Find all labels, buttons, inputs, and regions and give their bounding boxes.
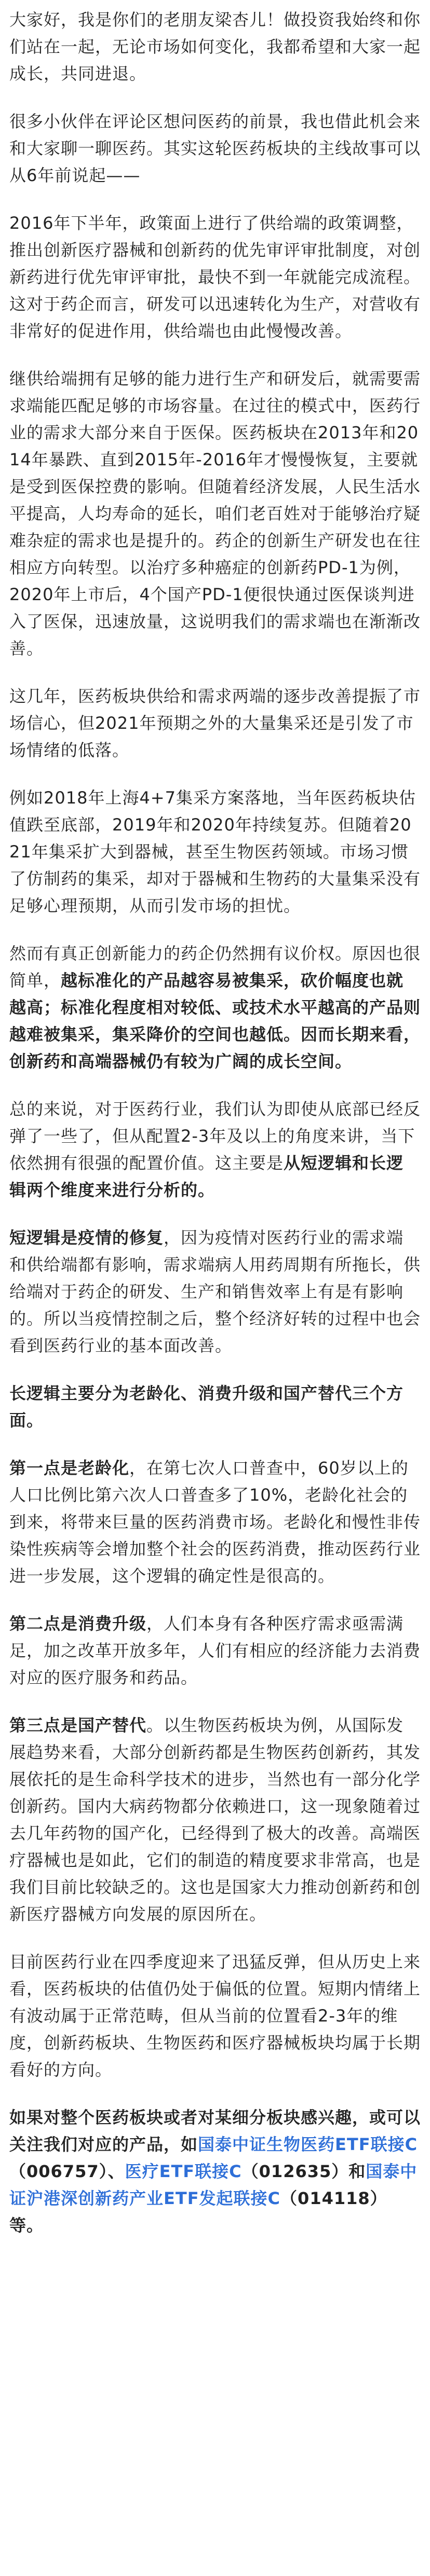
text-run: 大家好，我是你们的老朋友梁杏儿！做投资我始终和你们站在一起，无论市场如何变化，我都希望和大家一起成长，共同进退。 xyxy=(9,10,421,84)
paragraph-gap xyxy=(9,1203,421,1224)
fund-link-innovative-drug-etf[interactable]: 国泰中证沪港深创新药产业ETF发起联接C xyxy=(9,2162,418,2208)
paragraph-gap xyxy=(9,662,421,683)
paragraph-gap xyxy=(9,1075,421,1096)
paragraph-gap xyxy=(9,1928,421,1948)
text-run: 例如2018年上海4+7集采方案落地，当年医药板块估值跌至底部，2019年和2020年持续复苏。但随着2021年集采扩大到器械，甚至生物医药领域。市场习惯了仿制药的集采，却对于器械和生物药的大量集采没有足够心理预期，从而引发市场的担忧。 xyxy=(9,788,421,916)
text-run: 总的来说，对于医药行业，我们认为即使从底部已经反弹了一些了，但从配置2-3年及以上的角度来讲，当下依然拥有很强的配置价值。这主要是 xyxy=(9,1099,421,1173)
bold-run: 如果对整个医药板块或者对某细分板块感兴趣，或可以关注我们对应的产品，如 xyxy=(9,2108,421,2154)
paragraph-gap xyxy=(9,2083,421,2104)
text-run: ，因为疫情对医药行业的需求端和供给端都有影响，需求端病人用药周期有所拖长，供给端对于药企的研发、生产和销售效率上有是有影响的。所以当疫情控制之后，整个经济好转的过程中也会看到医药行业的基本面改善。 xyxy=(9,1228,421,1355)
text-run: 目前医药行业在四季度迎来了迅猛反弹，但从历史上来看，医药板块的估值仍处于偏低的位置。短期内情绪上有波动属于正常范畴，但从当前的位置看2-3年的维度，创新药板块、生物医药和医疗器械板块均属于长期看好的方向。 xyxy=(9,1952,421,2080)
text-run: 然而有真正创新能力的药企仍然拥有议价权。原因也很简单， xyxy=(9,944,421,990)
paragraph-gap xyxy=(9,189,421,210)
paragraph-procurement xyxy=(9,784,421,919)
paragraph-gap xyxy=(9,1691,421,1712)
paragraph-pricing-power xyxy=(9,940,421,1075)
paragraph-products xyxy=(9,2104,421,2239)
text-run: 很多小伙伴在评论区想问医药的前景，我也借此机会来和大家聊一聊医药。其实这轮医药板块的主线故事可以从6年前说起—— xyxy=(9,112,421,185)
paragraph-import-substitution xyxy=(9,1712,421,1928)
paragraph-short-logic xyxy=(9,1224,421,1359)
paragraph-consumption-upgrade xyxy=(9,1610,421,1691)
bold-run: 从短逻辑和长逻辑两个维度来进行分析的。 xyxy=(9,1153,404,1200)
paragraph-aging xyxy=(9,1455,421,1589)
paragraph-market-confidence xyxy=(9,683,421,764)
paragraph-gap xyxy=(9,1359,421,1380)
text-run: 继供给端拥有足够的能力进行生产和研发后，就需要需求端能匹配足够的市场容量。在过往的模式中，医药行业的需求大部分来自于医保。医药板块在2013年和2014年暴跌、直到2015年-2016年才慢慢恢复，主要就是受到医保控费的影响。但随着经济发展，人民生活水平提高，人均寿命的延长，咱们老百姓对于能够治疗疑难杂症的需求也是提升的。药企的创新生产研发也在往相应方向转型。以治疗多种癌症的创新药PD-1为例，2020年上市后，4个国产PD-1便很快通过医保谈判进入了医保，迅速放量，这说明我们的需求端也在渐渐改善。 xyxy=(9,369,421,658)
bold-run: （006757）、 xyxy=(9,2162,125,2181)
paragraph-outlook xyxy=(9,1948,421,2083)
paragraph-gap xyxy=(9,764,421,784)
bold-run: 第二点是消费升级 xyxy=(9,1614,147,1633)
bold-run: （014118）等。 xyxy=(9,2189,387,2235)
text-run: 。以生物医药板块为例，从国际发展趋势来看，大部分创新药都是生物医药创新药，其发展依托的是生命科学技术的进步，当然也有一部分化学创新药。国内大病药物都分依赖进口，这一现象随着过去几年药物的国产化，已经得到了极大的改善。高端医疗器械也是如此，它们的制造的精度要求非常高，也是我们目前比较缺乏的。这也是国家大力推动创新药和创新医疗器械方向发展的原因所在。 xyxy=(9,1715,421,1924)
bold-run: 越标准化的产品越容易被集采，砍价幅度也就越高；标准化程度相对较低、或技术水平越高的产品则越难被集采，集采降价的空间也越低。因而长期来看，创新药和高端器械仍有较为广阔的成长空间。 xyxy=(9,971,421,1071)
fund-link-biomed-etf[interactable]: 国泰中证生物医药ETF联接C xyxy=(198,2135,418,2154)
paragraph-gap xyxy=(9,1434,421,1455)
paragraph-gap xyxy=(9,87,421,108)
text-run: ，人们本身有各种医疗需求亟需满足，加之改革开放多年，人们有相应的经济能力去消费对应的医疗服务和药品。 xyxy=(9,1614,421,1687)
bold-run: （012635）和 xyxy=(241,2162,366,2181)
text-run: 这几年，医药板块供给和需求两端的逐步改善提振了市场信心，但2021年预期之外的大量集采还是引发了市场情绪的低落。 xyxy=(9,686,421,760)
paragraph-greeting xyxy=(9,6,421,87)
paragraph-gap xyxy=(9,344,421,365)
bold-run: 第三点是国产替代 xyxy=(9,1715,147,1735)
paragraph-2016-policy xyxy=(9,210,421,344)
paragraph-long-logic xyxy=(9,1380,421,1434)
bold-run: 第一点是老龄化 xyxy=(9,1458,130,1478)
paragraph-intro xyxy=(9,108,421,189)
article-body xyxy=(9,6,421,2239)
paragraph-summary xyxy=(9,1096,421,1203)
bold-run: 长逻辑主要分为老龄化、消费升级和国产替代三个方面。 xyxy=(9,1383,404,1430)
paragraph-gap xyxy=(9,1589,421,1610)
paragraph-gap xyxy=(9,919,421,940)
text-run: ，在第七次人口普查中，60岁以上的人口比例比第六次人口普查多了10%，老龄化社会的到来，将带来巨量的医药消费市场。老龄化和慢性非传染性疾病等会增加整个社会的医药消费，推动医药行业进一步发展，这个逻辑的确定性是很高的。 xyxy=(9,1458,421,1586)
text-run: 2016年下半年，政策面上进行了供给端的政策调整，推出创新医疗器械和创新药的优先审评审批制度，对创新药进行优先审评审批，最快不到一年就能完成流程。这对于药企而言，研发可以迅速转化为生产，对营收有非常好的促进作用，供给端也由此慢慢改善。 xyxy=(9,213,421,341)
fund-link-medical-etf[interactable]: 医疗ETF联接C xyxy=(125,2162,242,2181)
paragraph-demand-side xyxy=(9,365,421,662)
bold-run: 短逻辑是疫情的修复 xyxy=(9,1228,164,1248)
